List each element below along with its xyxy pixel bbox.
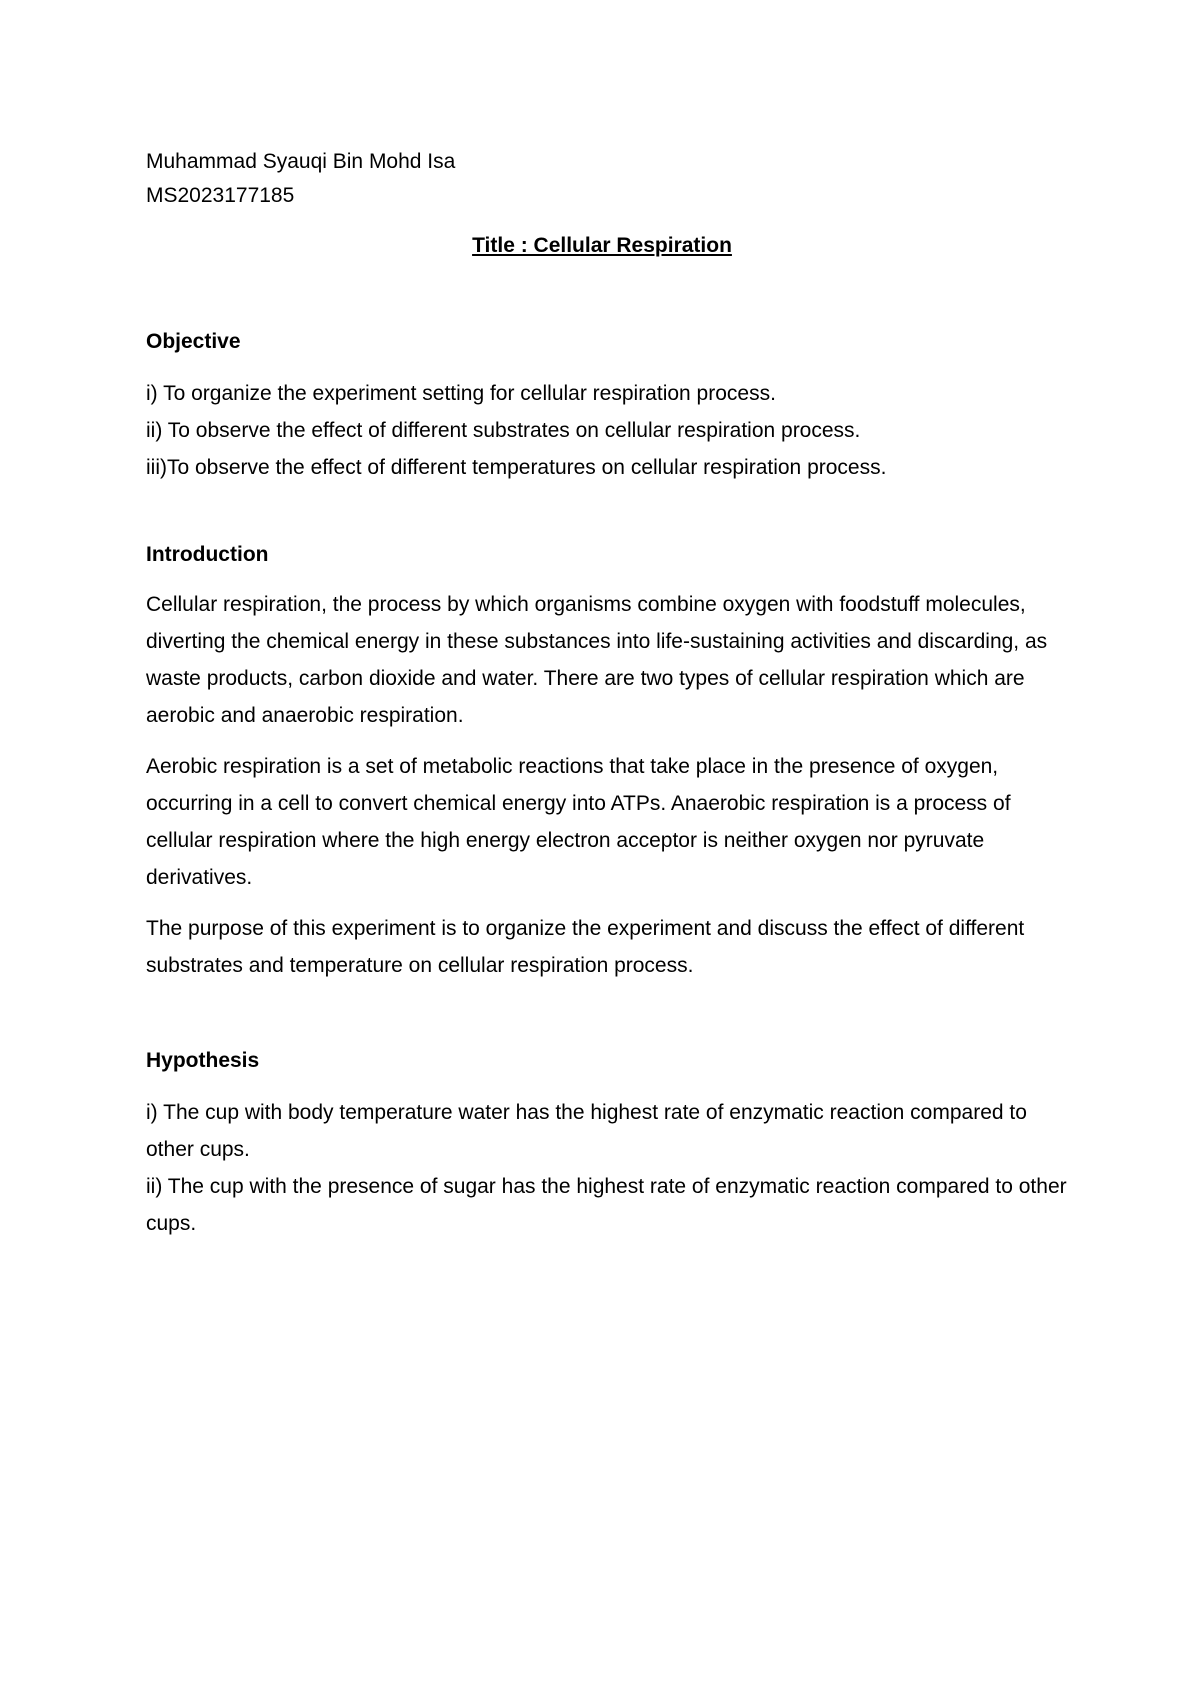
objective-list xyxy=(146,375,1076,486)
introduction-paragraph: Cellular respiration, the process by which organisms combine oxygen with foodstuff molecules, diverting the chemical energy in these substances into life-sustaining activities and discarding, as waste products, carbon dioxide and water. There are two types of cellular respiration which are aerobic and anaerobic respiration. xyxy=(146,593,1048,727)
document-title: Title : Cellular Respiration xyxy=(472,234,732,257)
document-body xyxy=(146,145,1076,1242)
hypothesis-list xyxy=(146,1094,1076,1242)
author-name: Muhammad Syauqi Bin Mohd Isa xyxy=(146,150,456,173)
introduction-paragraph: The purpose of this experiment is to organize the experiment and discuss the effect of different substrates and temperature on cellular respiration process. xyxy=(146,917,1025,977)
objective-heading: Objective xyxy=(146,330,241,353)
hypothesis-heading: Hypothesis xyxy=(146,1049,260,1072)
student-id: MS2023177185 xyxy=(146,184,295,207)
introduction-paragraph: Aerobic respiration is a set of metabolic reactions that take place in the presence of oxygen, occurring in a cell to convert chemical energy into ATPs. Anaerobic respiration is a process of cellular respiration where the high energy electron acceptor is neither oxygen nor pyruvate derivatives. xyxy=(146,755,1011,889)
hypothesis-item: i) The cup with body temperature water has the highest rate of enzymatic reaction compared to other cups. xyxy=(146,1101,1027,1161)
hypothesis-item: ii) The cup with the presence of sugar has the highest rate of enzymatic reaction compared to other cups. xyxy=(146,1175,1067,1235)
objective-item: i) To organize the experiment setting for cellular respiration process. xyxy=(146,382,776,405)
introduction-heading: Introduction xyxy=(146,543,269,566)
objective-item: ii) To observe the effect of different substrates on cellular respiration process. xyxy=(146,419,861,442)
objective-item: iii)To observe the effect of different temperatures on cellular respiration process. xyxy=(146,456,887,479)
